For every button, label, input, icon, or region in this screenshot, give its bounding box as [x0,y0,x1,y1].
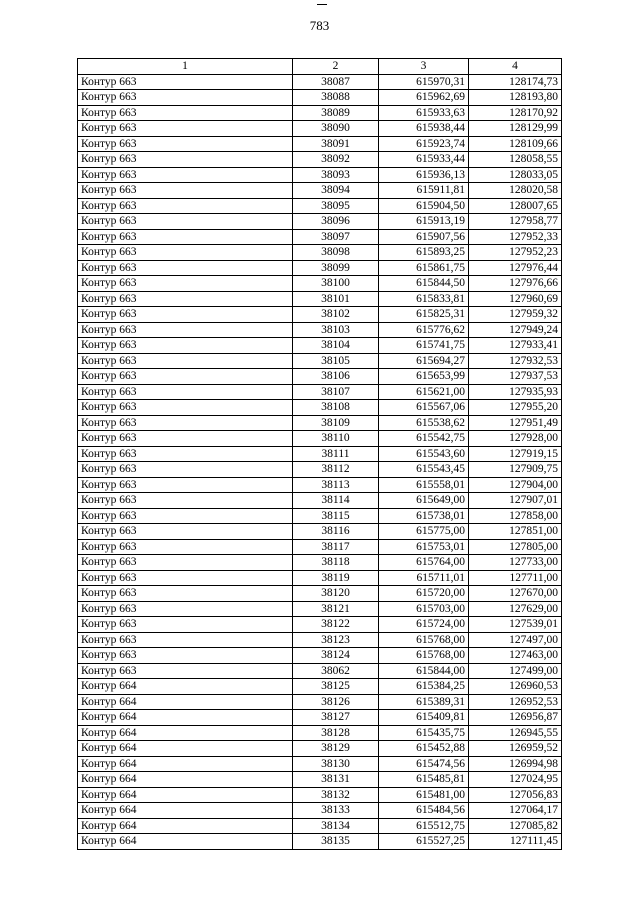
table-row [78,369,562,385]
y-coordinate-cell: 127497,00 [469,632,562,648]
contour-name-cell: Контур 663 [78,446,293,462]
x-coordinate-cell: 615711,01 [379,570,469,586]
table-row [78,245,562,261]
header-col-4: 4 [469,59,562,75]
table-row [78,90,562,106]
contour-name-cell: Контур 663 [78,245,293,261]
y-coordinate-cell: 127463,00 [469,648,562,664]
y-coordinate-cell: 128174,73 [469,74,562,90]
contour-name-cell: Контур 663 [78,508,293,524]
table-row [78,167,562,183]
point-number-cell: 38094 [293,183,379,199]
table-row [78,663,562,679]
point-number-cell: 38133 [293,803,379,819]
x-coordinate-cell: 615962,69 [379,90,469,106]
contour-name-cell: Контур 663 [78,276,293,292]
x-coordinate-cell: 615738,01 [379,508,469,524]
y-coordinate-cell: 128129,99 [469,121,562,137]
table-row [78,756,562,772]
contour-name-cell: Контур 664 [78,756,293,772]
contour-name-cell: Контур 663 [78,260,293,276]
y-coordinate-cell: 127976,44 [469,260,562,276]
table-row [78,384,562,400]
table-row [78,136,562,152]
point-number-cell: 38095 [293,198,379,214]
point-number-cell: 38122 [293,617,379,633]
y-coordinate-cell: 126956,87 [469,710,562,726]
table-row [78,338,562,354]
point-number-cell: 38128 [293,725,379,741]
point-number-cell: 38130 [293,756,379,772]
contour-name-cell: Контур 663 [78,353,293,369]
point-number-cell: 38112 [293,462,379,478]
table-row [78,725,562,741]
point-number-cell: 38100 [293,276,379,292]
point-number-cell: 38135 [293,834,379,850]
contour-name-cell: Контур 663 [78,338,293,354]
point-number-cell: 38121 [293,601,379,617]
contour-name-cell: Контур 664 [78,834,293,850]
contour-name-cell: Контур 663 [78,539,293,555]
table-row [78,477,562,493]
table-row [78,121,562,137]
y-coordinate-cell: 127733,00 [469,555,562,571]
header-col-2: 2 [293,59,379,75]
point-number-cell: 38125 [293,679,379,695]
x-coordinate-cell: 615481,00 [379,787,469,803]
y-coordinate-cell: 127952,33 [469,229,562,245]
point-number-cell: 38113 [293,477,379,493]
table-row [78,198,562,214]
x-coordinate-cell: 615833,81 [379,291,469,307]
page-number: 783 [309,18,330,33]
point-number-cell: 38062 [293,663,379,679]
x-coordinate-cell: 615825,31 [379,307,469,323]
y-coordinate-cell: 128007,65 [469,198,562,214]
point-number-cell: 38107 [293,384,379,400]
table-row [78,353,562,369]
contour-name-cell: Контур 663 [78,648,293,664]
table-row [78,617,562,633]
point-number-cell: 38091 [293,136,379,152]
contour-name-cell: Контур 664 [78,772,293,788]
point-number-cell: 38090 [293,121,379,137]
y-coordinate-cell: 127951,49 [469,415,562,431]
point-number-cell: 38109 [293,415,379,431]
y-coordinate-cell: 127024,95 [469,772,562,788]
x-coordinate-cell: 615435,75 [379,725,469,741]
contour-name-cell: Контур 663 [78,384,293,400]
point-number-cell: 38098 [293,245,379,261]
point-number-cell: 38134 [293,818,379,834]
point-number-cell: 38103 [293,322,379,338]
contour-name-cell: Контур 663 [78,90,293,106]
table-row [78,555,562,571]
contour-name-cell: Контур 663 [78,105,293,121]
point-number-cell: 38132 [293,787,379,803]
contour-name-cell: Контур 663 [78,183,293,199]
contour-name-cell: Контур 664 [78,725,293,741]
contour-name-cell: Контур 663 [78,431,293,447]
point-number-cell: 38092 [293,152,379,168]
table-row [78,632,562,648]
table-row [78,818,562,834]
table-row [78,446,562,462]
contour-name-cell: Контур 663 [78,586,293,602]
x-coordinate-cell: 615893,25 [379,245,469,261]
y-coordinate-cell: 126960,53 [469,679,562,695]
y-coordinate-cell: 127670,00 [469,586,562,602]
y-coordinate-cell: 127960,69 [469,291,562,307]
x-coordinate-cell: 615776,62 [379,322,469,338]
point-number-cell: 38120 [293,586,379,602]
contour-name-cell: Контур 663 [78,524,293,540]
contour-name-cell: Контур 664 [78,710,293,726]
x-coordinate-cell: 615384,25 [379,679,469,695]
y-coordinate-cell: 127932,53 [469,353,562,369]
y-coordinate-cell: 128033,05 [469,167,562,183]
point-number-cell: 38110 [293,431,379,447]
x-coordinate-cell: 615485,81 [379,772,469,788]
contour-name-cell: Контур 663 [78,167,293,183]
y-coordinate-cell: 128109,66 [469,136,562,152]
point-number-cell: 38127 [293,710,379,726]
table-row [78,152,562,168]
contour-name-cell: Контур 663 [78,291,293,307]
y-coordinate-cell: 127805,00 [469,539,562,555]
contour-name-cell: Контур 663 [78,477,293,493]
x-coordinate-cell: 615720,00 [379,586,469,602]
table-row [78,524,562,540]
table-row [78,570,562,586]
point-number-cell: 38126 [293,694,379,710]
contour-name-cell: Контур 664 [78,803,293,819]
coordinates-table [77,58,562,850]
x-coordinate-cell: 615764,00 [379,555,469,571]
y-coordinate-cell: 127937,53 [469,369,562,385]
table-row [78,229,562,245]
point-number-cell: 38117 [293,539,379,555]
point-number-cell: 38089 [293,105,379,121]
point-number-cell: 38101 [293,291,379,307]
point-number-cell: 38124 [293,648,379,664]
y-coordinate-cell: 127959,32 [469,307,562,323]
x-coordinate-cell: 615543,45 [379,462,469,478]
contour-name-cell: Контур 663 [78,136,293,152]
point-number-cell: 38118 [293,555,379,571]
x-coordinate-cell: 615558,01 [379,477,469,493]
x-coordinate-cell: 615724,00 [379,617,469,633]
contour-name-cell: Контур 664 [78,818,293,834]
x-coordinate-cell: 615753,01 [379,539,469,555]
y-coordinate-cell: 127711,00 [469,570,562,586]
x-coordinate-cell: 615694,27 [379,353,469,369]
point-number-cell: 38087 [293,74,379,90]
y-coordinate-cell: 128193,80 [469,90,562,106]
contour-name-cell: Контур 663 [78,415,293,431]
contour-name-cell: Контур 663 [78,570,293,586]
contour-name-cell: Контур 664 [78,741,293,757]
contour-name-cell: Контур 663 [78,229,293,245]
table-row [78,183,562,199]
contour-name-cell: Контур 663 [78,307,293,323]
table-row [78,679,562,695]
x-coordinate-cell: 615768,00 [379,648,469,664]
table-row [78,741,562,757]
x-coordinate-cell: 615621,00 [379,384,469,400]
point-number-cell: 38114 [293,493,379,509]
contour-name-cell: Контур 663 [78,322,293,338]
point-number-cell: 38088 [293,90,379,106]
contour-name-cell: Контур 663 [78,152,293,168]
contour-name-cell: Контур 663 [78,74,293,90]
x-coordinate-cell: 615923,74 [379,136,469,152]
x-coordinate-cell: 615741,75 [379,338,469,354]
point-number-cell: 38115 [293,508,379,524]
y-coordinate-cell: 127928,00 [469,431,562,447]
table-row [78,291,562,307]
contour-name-cell: Контур 663 [78,601,293,617]
x-coordinate-cell: 615933,63 [379,105,469,121]
point-number-cell: 38129 [293,741,379,757]
y-coordinate-cell: 127539,01 [469,617,562,633]
y-coordinate-cell: 127499,00 [469,663,562,679]
x-coordinate-cell: 615913,19 [379,214,469,230]
x-coordinate-cell: 615527,25 [379,834,469,850]
x-coordinate-cell: 615907,56 [379,229,469,245]
y-coordinate-cell: 127111,45 [469,834,562,850]
y-coordinate-cell: 126945,55 [469,725,562,741]
contour-name-cell: Контур 663 [78,369,293,385]
table-body [78,74,562,849]
contour-name-cell: Контур 664 [78,787,293,803]
table-row [78,601,562,617]
top-dash-mark [317,4,327,5]
table-header-row [78,59,562,75]
x-coordinate-cell: 615970,31 [379,74,469,90]
y-coordinate-cell: 127858,00 [469,508,562,524]
table-row [78,648,562,664]
y-coordinate-cell: 127909,75 [469,462,562,478]
point-number-cell: 38096 [293,214,379,230]
y-coordinate-cell: 127935,93 [469,384,562,400]
x-coordinate-cell: 615542,75 [379,431,469,447]
y-coordinate-cell: 127851,00 [469,524,562,540]
table-row [78,710,562,726]
y-coordinate-cell: 126952,53 [469,694,562,710]
table-row [78,493,562,509]
table-row [78,539,562,555]
table-row [78,431,562,447]
x-coordinate-cell: 615484,56 [379,803,469,819]
x-coordinate-cell: 615775,00 [379,524,469,540]
table-row [78,508,562,524]
y-coordinate-cell: 128170,92 [469,105,562,121]
x-coordinate-cell: 615653,99 [379,369,469,385]
y-coordinate-cell: 127907,01 [469,493,562,509]
table-row [78,586,562,602]
y-coordinate-cell: 127629,00 [469,601,562,617]
table-row [78,105,562,121]
point-number-cell: 38108 [293,400,379,416]
contour-name-cell: Контур 664 [78,694,293,710]
y-coordinate-cell: 127064,17 [469,803,562,819]
y-coordinate-cell: 127085,82 [469,818,562,834]
y-coordinate-cell: 126959,52 [469,741,562,757]
contour-name-cell: Контур 663 [78,121,293,137]
y-coordinate-cell: 127955,20 [469,400,562,416]
table-row [78,322,562,338]
contour-name-cell: Контур 663 [78,493,293,509]
y-coordinate-cell: 127056,83 [469,787,562,803]
x-coordinate-cell: 615474,56 [379,756,469,772]
table-row [78,74,562,90]
x-coordinate-cell: 615938,44 [379,121,469,137]
point-number-cell: 38097 [293,229,379,245]
x-coordinate-cell: 615389,31 [379,694,469,710]
y-coordinate-cell: 127904,00 [469,477,562,493]
x-coordinate-cell: 615567,06 [379,400,469,416]
contour-name-cell: Контур 663 [78,617,293,633]
y-coordinate-cell: 127952,23 [469,245,562,261]
x-coordinate-cell: 615703,00 [379,601,469,617]
contour-name-cell: Контур 663 [78,632,293,648]
x-coordinate-cell: 615543,60 [379,446,469,462]
point-number-cell: 38131 [293,772,379,788]
point-number-cell: 38102 [293,307,379,323]
x-coordinate-cell: 615911,81 [379,183,469,199]
x-coordinate-cell: 615452,88 [379,741,469,757]
point-number-cell: 38105 [293,353,379,369]
y-coordinate-cell: 128058,55 [469,152,562,168]
table-row [78,307,562,323]
x-coordinate-cell: 615844,50 [379,276,469,292]
y-coordinate-cell: 126994,98 [469,756,562,772]
x-coordinate-cell: 615861,75 [379,260,469,276]
x-coordinate-cell: 615933,44 [379,152,469,168]
table-row [78,694,562,710]
table-row [78,214,562,230]
header-col-3: 3 [379,59,469,75]
table-row [78,260,562,276]
contour-name-cell: Контур 663 [78,198,293,214]
contour-name-cell: Контур 663 [78,214,293,230]
x-coordinate-cell: 615538,62 [379,415,469,431]
table-row [78,834,562,850]
point-number-cell: 38123 [293,632,379,648]
x-coordinate-cell: 615409,81 [379,710,469,726]
x-coordinate-cell: 615512,75 [379,818,469,834]
x-coordinate-cell: 615904,50 [379,198,469,214]
y-coordinate-cell: 128020,58 [469,183,562,199]
table-row [78,415,562,431]
y-coordinate-cell: 127919,15 [469,446,562,462]
table-row [78,787,562,803]
contour-name-cell: Контур 663 [78,462,293,478]
x-coordinate-cell: 615649,00 [379,493,469,509]
point-number-cell: 38106 [293,369,379,385]
point-number-cell: 38093 [293,167,379,183]
y-coordinate-cell: 127949,24 [469,322,562,338]
contour-name-cell: Контур 663 [78,663,293,679]
x-coordinate-cell: 615844,00 [379,663,469,679]
point-number-cell: 38116 [293,524,379,540]
table-row [78,276,562,292]
y-coordinate-cell: 127958,77 [469,214,562,230]
contour-name-cell: Контур 663 [78,400,293,416]
table-row [78,400,562,416]
x-coordinate-cell: 615936,13 [379,167,469,183]
point-number-cell: 38111 [293,446,379,462]
table-row [78,803,562,819]
y-coordinate-cell: 127933,41 [469,338,562,354]
contour-name-cell: Контур 663 [78,555,293,571]
contour-name-cell: Контур 664 [78,679,293,695]
y-coordinate-cell: 127976,66 [469,276,562,292]
table-row [78,772,562,788]
table-row [78,462,562,478]
header-col-1: 1 [78,59,293,75]
point-number-cell: 38119 [293,570,379,586]
point-number-cell: 38104 [293,338,379,354]
x-coordinate-cell: 615768,00 [379,632,469,648]
point-number-cell: 38099 [293,260,379,276]
